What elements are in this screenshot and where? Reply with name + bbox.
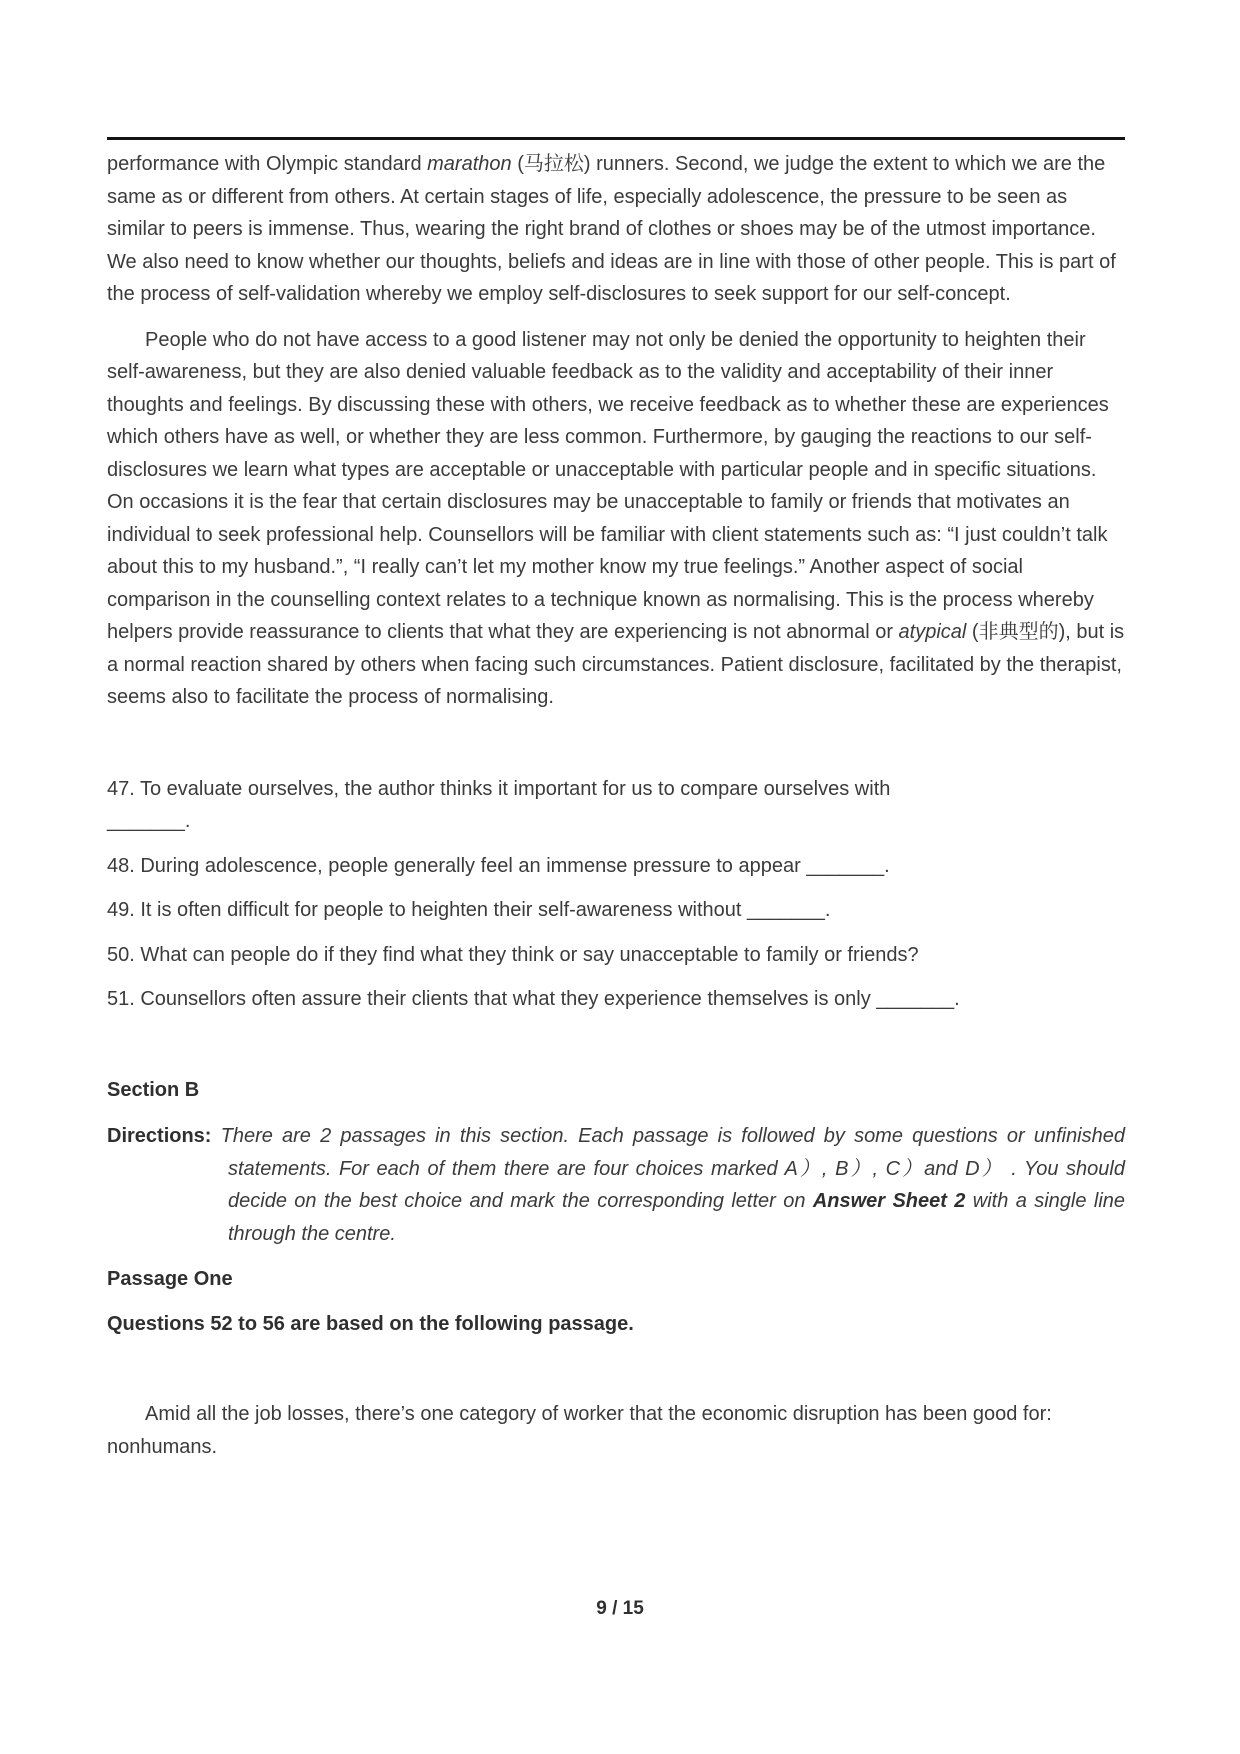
vertical-spacer (107, 1028, 1125, 1074)
question-text: 51. Counsellors often assure their clients that what they experience themselves is only _______. (107, 988, 960, 1010)
passage-one-heading: Passage One (107, 1268, 233, 1290)
header-rule (107, 137, 1125, 140)
directions-text: with a single line through the centre. (228, 1190, 1126, 1245)
directions-block (107, 1120, 1125, 1250)
italic-term-marathon: marathon (427, 153, 512, 175)
directions-text: There are 2 passages in this section. Each passage is followed by some questions or unfinished statements. For each of them there are four choices marked A）, B）, C）and D） . You should decide on the best choice and mark the corresponding letter on (211, 1125, 1125, 1212)
vertical-spacer (107, 1352, 1125, 1398)
passage-one-opening-paragraph: Amid all the job losses, there’s one category of worker that the economic disruption has been good for: nonhumans. (107, 1403, 1052, 1458)
answer-sheet-reference: Answer Sheet 2 (812, 1190, 966, 1212)
passage-paragraph-continued (107, 148, 1125, 311)
question-text: 47. To evaluate ourselves, the author thinks it important for us to compare ourselves with (107, 777, 891, 800)
answer-blank: _______. (107, 810, 191, 832)
questions-range-heading: Questions 52 to 56 are based on the following passage. (107, 1312, 634, 1335)
page-content (107, 0, 1125, 1476)
passage-paragraph (107, 324, 1125, 714)
paragraph-text: (马拉松) runners. Second, we judge the extent to which we are the same as or different from others. At certain stages of life, especially adolescence, the pressure to be seen as similar to peers is immense. Thus, wearing the right brand of clothes or shoes may be of the utmost importance. We also need to know whether our thoughts, beliefs and ideas are in line with those of other people. This is part of the process of self-validation whereby we employ self-disclosures to seek support for our self-concept. (107, 153, 1116, 305)
question-51 (107, 983, 1125, 1016)
question-50 (107, 939, 1125, 972)
question-text: 48. During adolescence, people generally feel an immense pressure to appear _______. (107, 854, 890, 877)
vertical-spacer (107, 727, 1125, 773)
question-48 (107, 850, 1125, 883)
paragraph-text: performance with Olympic standard (107, 153, 428, 175)
question-49 (107, 894, 1125, 927)
question-47 (107, 773, 1125, 838)
paragraph-text: (非典型的), but is a normal reaction shared by others when facing such circumstances. Patient disclosure, facilitated by the therapist, seems also to facilitate the process of normalising. (107, 621, 1125, 708)
italic-term-atypical: atypical (898, 621, 967, 643)
paragraph-text: People who do not have access to a good listener may not only be denied the opportunity to heighten their self-awareness, but they are also denied valuable feedback as to the validity and acceptability of their inner thoughts and feelings. By discussing these with others, we receive feedback as to whether these are experiences which others have as well, or whether they are less common. Furthermore, by gauging the reactions to our self-disclosures we learn what types are acceptable or unacceptable with particular people and in specific situations. On occasions it is the fear that certain disclosures may be unacceptable to family or friends that motivates an individual to seek professional help. Counsellors will be familiar with client statements such as: “I just couldn’t talk about this to my husband.”, “I really can’t let my mother know my true feelings.” Another aspect of social comparison in the counselling context relates to a technique known as normalising. This is the process whereby helpers provide reassurance to clients that what they are experiencing is not abnormal or (107, 328, 1109, 643)
page-number: 9 / 15 (596, 1598, 644, 1619)
question-text: 49. It is often difficult for people to heighten their self-awareness without _______. (107, 899, 831, 921)
question-text: 50. What can people do if they find what they think or say unacceptable to family or friends? (107, 943, 919, 966)
section-b-heading: Section B (107, 1078, 200, 1101)
directions-label: Directions: (107, 1125, 212, 1147)
